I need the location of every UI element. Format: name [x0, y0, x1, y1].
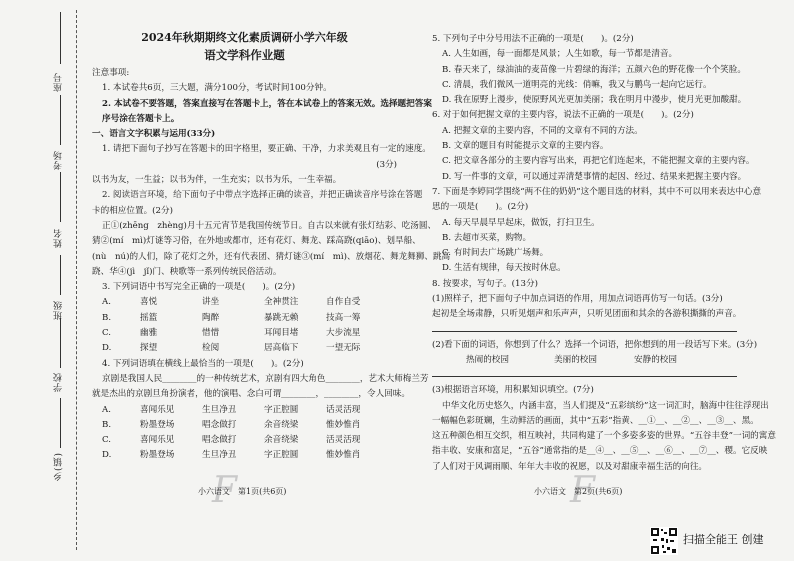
- q7-option-a: A. 每天早晨早早起床，做饭，打扫卫生。: [442, 217, 600, 228]
- q5-option-b: B. 春天来了，绿油油的麦苗像一片碧绿的海洋；五颜六色的野花像一个个笑脸。: [442, 64, 746, 75]
- q8-part-3-passage-1: 中华文化历史悠久，内涵丰富，当人们提及“五彩缤纷”这一词汇时，脑海中往往浮现出: [442, 400, 769, 411]
- question-3-options: [92, 295, 397, 356]
- question-7-cont: 思的一项是( )。(2分): [432, 202, 529, 213]
- q8-part-1: (1)照样子，把下面句子中加点词语的作用，用加点词语再仿写一句话。(3分): [432, 294, 723, 305]
- notes-heading: 注意事项:: [92, 68, 130, 78]
- left-column: [92, 30, 451, 464]
- exam-subtitle: 语文学科作业题: [204, 48, 285, 62]
- q7-option-b: B. 去超市买菜，购物。: [442, 232, 532, 243]
- watermark-letter-right: F: [570, 470, 595, 511]
- exam-room-label: 考场: [54, 150, 64, 170]
- question-2-passage-3: (nù nú)的人们，除了花灯之外，还有代表团、猜灯谜③(mí mì)、放烟花、舞龙舞狮、跳高: [92, 251, 451, 262]
- option-row: D. 粉墨登场 生旦净丑 字正腔圆 惟妙惟肖: [102, 450, 361, 461]
- word-choice: 安静的校园: [634, 354, 677, 365]
- question-2-passage-2: 猜②(mí mì)灯谜等习俗，在外地或都市，还有花灯、舞龙、踩高跷(qiāo)、划旱船、: [92, 236, 421, 247]
- question-4-text-2: 就是杰出的京剧旦角扮演者，他的演唱、念白可谓________，________，令人回味。: [92, 389, 410, 400]
- question-5: 5. 下列句子中分号用法不正确的一项是( )。(2分): [432, 34, 634, 44]
- word-choice: 美丽的校园: [554, 354, 597, 365]
- student-info-strip: [0, 0, 92, 561]
- seat-number-label: 座号: [54, 72, 64, 92]
- section-1-heading: 一、语言文字积累与运用(33分): [92, 129, 216, 140]
- town-label: 乡(镇): [54, 452, 64, 482]
- seat-number-line: [60, 12, 61, 64]
- answer-line: [432, 376, 737, 377]
- note-2: 2. 本试卷不要答题，答案直接写在答题卡上，答在本试卷上的答案无效。选择题把答案: [102, 98, 432, 109]
- option-row: D. 探望 检阅 居高临下 一望无际: [102, 343, 361, 354]
- question-6: 6. 对于如何把握文章的主要内容，说法不正确的一项是( )。(2分): [432, 110, 694, 121]
- q7-option-d: D. 生活有规律，每天按时休息。: [442, 263, 566, 274]
- answer-line: [432, 331, 737, 332]
- question-2: 2. 阅读语言环境，给下面句子中带点字选择正确的读音，并把正确读音序号涂在答题: [102, 190, 423, 201]
- school-line: [60, 318, 61, 368]
- school-label: 学校: [54, 372, 64, 392]
- question-4-options: [92, 403, 397, 464]
- note-1: 1. 本试卷共6页，三大题，满分100分，考试时间100分钟。: [102, 83, 332, 94]
- question-4-text-1: 京剧是我国人民________的一种传统艺术，京剧有四大角色________，艺术大师梅兰芳: [102, 373, 429, 384]
- q6-option-d: D. 写一件事的文章，可以通过弄清楚事情的起因、经过、结果来把握主要内容。: [442, 171, 747, 182]
- question-2-cont: 卡的相应位置。(2分): [92, 205, 173, 216]
- q5-option-a: A. 人生如画，每一面都是风景；人生如歌，每一节都是清音。: [442, 49, 678, 60]
- name-line: [60, 172, 61, 222]
- right-column: [432, 32, 776, 475]
- scanner-watermark-text: 扫描全能王 创建: [683, 533, 764, 546]
- exam-title: 2024年秋期期终文化素质调研小学六年级: [141, 31, 348, 44]
- q6-option-b: B. 文章的题目有时能提示文章的主要内容。: [442, 141, 609, 152]
- option-row: C. 幽雅 惜惜 耳闻目堵 大步流星: [102, 328, 361, 339]
- question-7: 7. 下面是李婷同学围绕“两不住的奶奶”这个题目选的材料，其中不可以用来表达中心意: [432, 186, 762, 197]
- binding-dash-line: [76, 10, 77, 550]
- q8-word-choices: [432, 353, 737, 368]
- q6-option-c: C. 把文章各部分的主要内容写出来，再把它们连起来，不能把握文章的主要内容。: [442, 156, 755, 167]
- q8-part-1-text: 起初是全场肃静，只听见烟声和乐声声，只听见团面和其余的各游积撕撕的声音。: [432, 309, 742, 320]
- q6-option-a: A. 把握文章的主要内容，不同的文章有不同的方法。: [442, 125, 643, 136]
- option-row: A. 喜闻乐见 生旦净丑 字正腔圆 话灵活现: [102, 404, 361, 415]
- qr-code-icon: [650, 527, 678, 555]
- exam-room-line: [60, 95, 61, 145]
- question-3: 3. 下列词语中书写完全正确的一项是( )。(2分): [102, 282, 296, 293]
- q8-part-3-passage-3: 这五种颜色相互交织，相互映衬，共同构建了一个多姿多姿的世界。“五谷丰登”一词的寓意: [432, 431, 776, 442]
- word-choice: 热闹的校园: [466, 354, 509, 365]
- q5-option-c: C. 清晨，我们微风一道明亮的光线：俏嘛，我又与鹏鸟一起向它远行。: [442, 79, 712, 90]
- q8-part-3: (3)根据语言环境，用积累知识填空。(7分): [432, 385, 594, 396]
- page-footer-left: 小六语文 第1页(共6页): [198, 487, 287, 496]
- note-2-cont: 序号涂在答题卡上。: [102, 113, 180, 124]
- option-row: C. 喜闻乐见 唱念做打 余音绕梁 活灵活现: [102, 435, 361, 446]
- class-label: 班级: [54, 300, 64, 320]
- q8-part-3-passage-5: 了人们对于风调雨顺、年年大丰收的祝愿，以及对甜康幸福生活的向往。: [432, 461, 708, 472]
- q5-option-d: D. 我在原野上漫步，使原野风光更加美丽；我在明月中漫步，使月光更加酸甜。: [442, 95, 747, 106]
- page-footer-right: 小六语文 第2页(共6页): [534, 487, 623, 496]
- question-1-score: (3分): [376, 159, 397, 170]
- question-4: 4. 下列词语填在横线上最恰当的一项是( )。(2分): [102, 358, 304, 369]
- option-row: B. 摇篮 陶醉 暴跳无赖 技高一筹: [102, 312, 361, 323]
- q8-part-3-passage-4: 指丰收、安康和富足，“五谷”通常指的是__④__、__⑤__、__⑥__、__⑦__、稷。它反映: [432, 446, 768, 457]
- town-line: [60, 398, 61, 448]
- question-1-text: 以书为友，一生益；以书为伴，一生充实；以书为乐，一生幸福。: [92, 175, 342, 186]
- option-row: A. 喜悦 讲坐 全神贯注 自作自受: [102, 297, 361, 308]
- option-row: B. 粉墨登场 唱念做打 余音绕梁 惟妙惟肖: [102, 419, 361, 430]
- q8-part-2: (2)看下面的词语，你想到了什么？选择一个词语，把你想到的用一段话写下来。(3分): [432, 339, 758, 350]
- question-2-passage-4: 跷、华④(jì jǐ)门、秧歌等一系列传统民俗活动。: [92, 266, 282, 277]
- question-8: 8. 按要求，写句子。(13分): [432, 278, 538, 289]
- question-2-passage-1: 正①(zhēng zhèng)月十五元宵节是我国传统节日。自古以来就有张灯结彩、吃汤圆、: [102, 220, 437, 231]
- q7-option-c: C. 有时间去广场跳广场舞。: [442, 248, 549, 259]
- name-label: 姓名: [54, 228, 64, 248]
- question-1: 1. 请把下面句子抄写在答题卡的田字格里，要正确、干净，力求美观且有一定的速度。: [102, 144, 431, 155]
- q8-part-3-passage-2: 一幅幅色彩斑斓，生动鲜活的画面，其中“五彩”指黄、__①__、__②__、__③__、黑。: [432, 415, 759, 426]
- class-line: [60, 255, 61, 295]
- watermark-letter-left: F: [212, 470, 237, 511]
